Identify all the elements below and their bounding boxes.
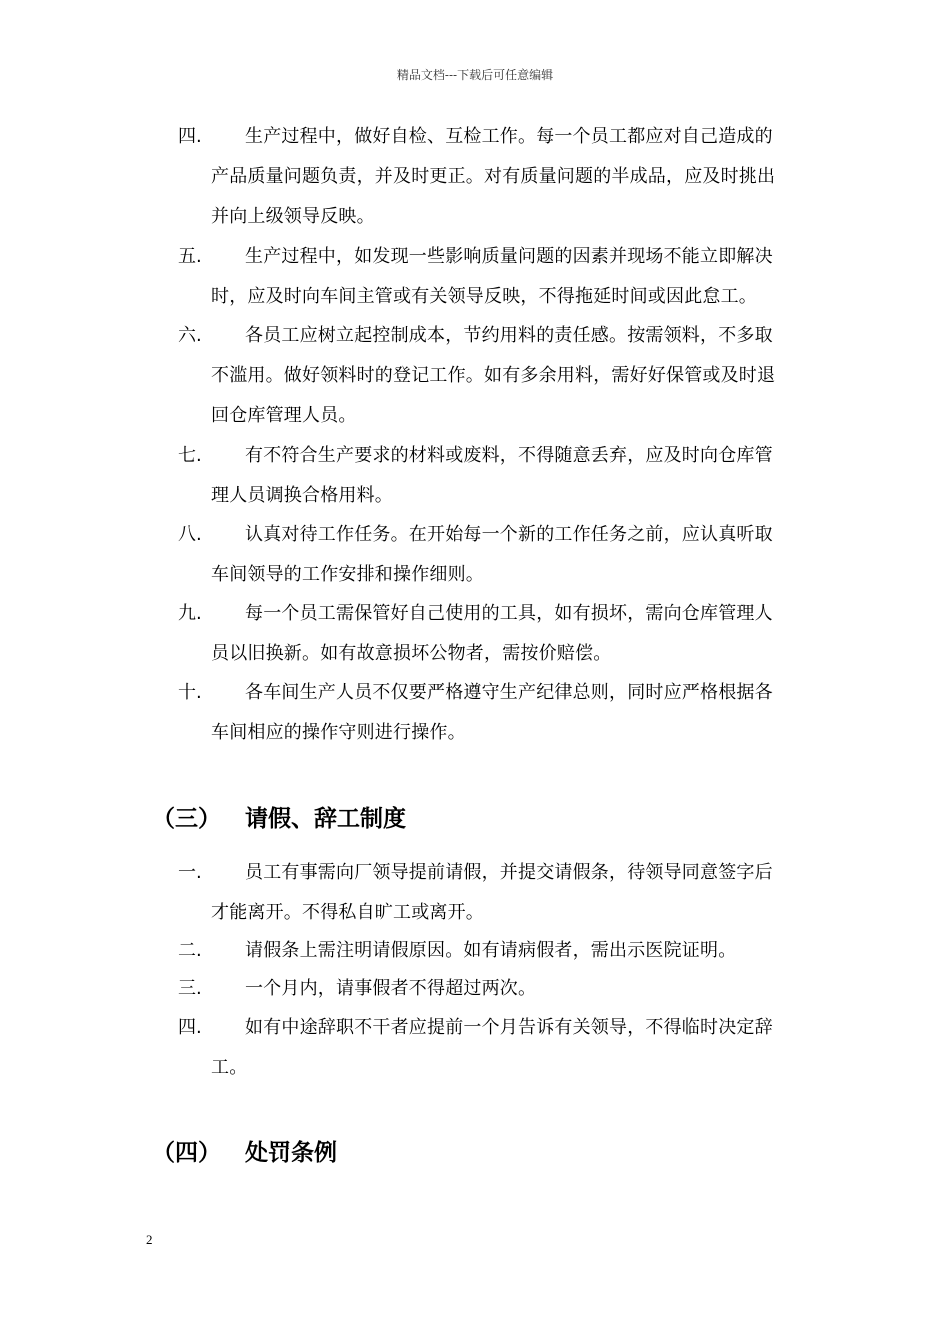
item-text: 不滥用。做好领料时的登记工作。如有多余用料，需好好保管或及时退 [211, 365, 776, 386]
item-text: 生产过程中，做好自检、互检工作。每一个员工都应对自己造成的 [245, 126, 773, 147]
list-item [178, 673, 808, 753]
item-text: 并向上级领导反映。 [211, 206, 375, 227]
item-text: 工。 [211, 1057, 248, 1078]
item-number: 四. [178, 126, 202, 147]
item-text: 产品质量问题负责，并及时更正。对有质量问题的半成品，应及时挑出 [211, 166, 776, 187]
item-text: 时，应及时向车间主管或有关领导反映，不得拖延时间或因此怠工。 [211, 286, 757, 307]
item-text: 如有中途辞职不干者应提前一个月告诉有关领导，不得临时决定辞 [245, 1017, 773, 1038]
item-number: 三. [178, 978, 202, 999]
list-item [178, 969, 808, 1009]
item-text: 回仓库管理人员。 [211, 405, 357, 426]
list-item [178, 1008, 808, 1088]
item-number: 四. [178, 1017, 202, 1038]
list-item [178, 515, 808, 595]
item-number: 七. [178, 445, 202, 466]
item-number: 一. [178, 862, 202, 883]
section-title: 请假、辞工制度 [245, 806, 406, 832]
list-item [178, 853, 808, 933]
item-text: 员工有事需向厂领导提前请假，并提交请假条，待领导同意签字后 [245, 862, 773, 883]
list-item [178, 931, 808, 971]
item-number: 十. [178, 682, 202, 703]
list-item [178, 117, 808, 237]
item-text: 一个月内，请事假者不得超过两次。 [245, 978, 537, 999]
section-number: （四） [152, 1140, 221, 1166]
item-text: 理人员调换合格用料。 [211, 485, 393, 506]
list-item [178, 237, 808, 317]
item-text: 有不符合生产要求的材料或废料，不得随意丢弃，应及时向仓库管 [245, 445, 773, 466]
item-text: 员以旧换新。如有故意损坏公物者，需按价赔偿。 [211, 643, 612, 664]
item-text: 各员工应树立起控制成本，节约用料的责任感。按需领料，不多取 [245, 325, 773, 346]
item-text: 才能离开。不得私自旷工或离开。 [211, 902, 484, 923]
list-item [178, 436, 808, 516]
item-text: 车间相应的操作守则进行操作。 [211, 722, 466, 743]
item-text: 车间领导的工作安排和操作细则。 [211, 564, 484, 585]
item-text: 请假条上需注明请假原因。如有请病假者，需出示医院证明。 [245, 940, 737, 961]
item-text: 认真对待工作任务。在开始每一个新的工作任务之前，应认真听取 [245, 524, 773, 545]
item-number: 八. [178, 524, 202, 545]
list-item [178, 594, 808, 674]
page-header: 精品文档---下载后可任意编辑 [396, 68, 554, 82]
item-number: 九. [178, 603, 202, 624]
item-number: 二. [178, 940, 202, 961]
item-number: 六. [178, 325, 202, 346]
item-text: 生产过程中，如发现一些影响质量问题的因素并现场不能立即解决 [245, 246, 773, 267]
item-text: 各车间生产人员不仅要严格遵守生产纪律总则，同时应严格根据各 [245, 682, 773, 703]
item-number: 五. [178, 246, 202, 267]
item-text: 每一个员工需保管好自己使用的工具，如有损坏，需向仓库管理人 [245, 603, 773, 624]
section-title: 处罚条例 [245, 1140, 337, 1166]
page-number: 2 [146, 1232, 153, 1247]
list-item [178, 316, 808, 436]
section-number: （三） [152, 806, 221, 832]
